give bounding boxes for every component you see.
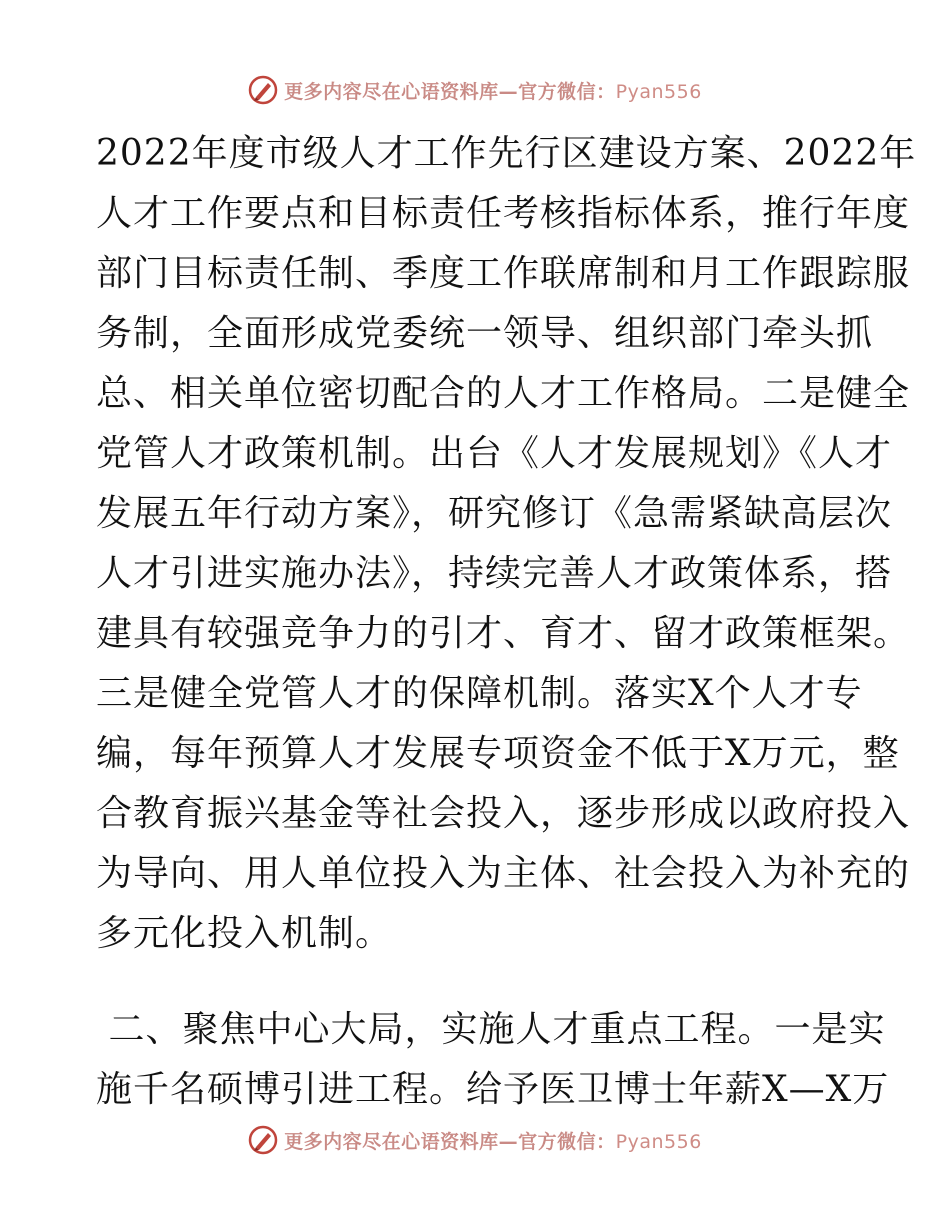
watermark-text: 更多内容尽在心语资料库—官方微信：Pyan556 bbox=[284, 1130, 702, 1153]
pen-logo-icon bbox=[248, 75, 278, 105]
footer-watermark bbox=[0, 1122, 950, 1158]
text-line: 建具有较强竞争力的引才、育才、留才政策框架。 bbox=[96, 613, 911, 654]
text-line: 三是健全党管人才的保障机制。落实X个人才专 bbox=[96, 673, 863, 714]
paragraph bbox=[96, 124, 917, 964]
header-watermark bbox=[0, 72, 950, 108]
document-body bbox=[96, 124, 917, 1120]
text-line: 党管人才政策机制。出台《人才发展规划》《人才 bbox=[96, 433, 893, 474]
text-line: 合教育振兴基金等社会投入，逐步形成以政府投入 bbox=[96, 793, 911, 834]
paragraph bbox=[96, 1000, 890, 1120]
text-line: 总、相关单位密切配合的人才工作格局。二是健全 bbox=[96, 373, 911, 414]
paragraph-gap bbox=[96, 964, 856, 1000]
text-line: 2022年度市级人才工作先行区建设方案、2022年 bbox=[96, 133, 917, 174]
text-line: 编，每年预算人才发展专项资金不低于X万元，整 bbox=[96, 733, 900, 774]
text-line: 二、聚焦中心大局，实施人才重点工程。一是实 bbox=[96, 1009, 886, 1050]
text-line: 人才工作要点和目标责任考核指标体系，推行年度 bbox=[96, 193, 911, 234]
text-line: 部门目标责任制、季度工作联席制和月工作跟踪服 bbox=[96, 253, 911, 294]
watermark-text: 更多内容尽在心语资料库—官方微信：Pyan556 bbox=[284, 80, 702, 103]
pen-logo-icon bbox=[248, 1125, 278, 1155]
text-line: 施千名硕博引进工程。给予医卫博士年薪X—X万 bbox=[96, 1069, 890, 1110]
text-line: 多元化投入机制。 bbox=[96, 913, 393, 954]
text-line: 人才引进实施办法》，持续完善人才政策体系，搭 bbox=[96, 553, 893, 594]
text-line: 务制，全面形成党委统一领导、组织部门牵头抓 bbox=[96, 313, 874, 354]
text-line: 为导向、用人单位投入为主体、社会投入为补充的 bbox=[96, 853, 911, 894]
text-line: 发展五年行动方案》，研究修订《急需紧缺高层次 bbox=[96, 493, 893, 534]
